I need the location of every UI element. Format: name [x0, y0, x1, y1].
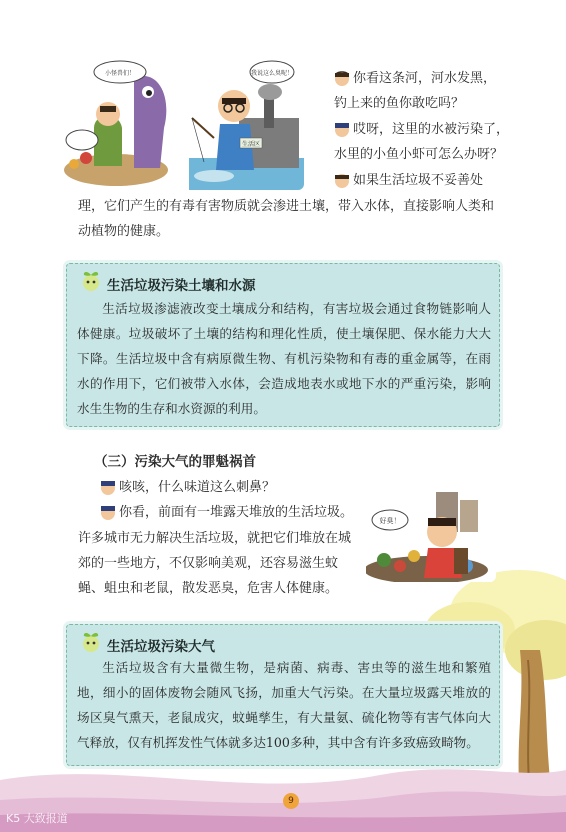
dialogue-line-4 — [334, 142, 503, 167]
section-heading: （三）污染大气的罪魁祸首 — [94, 454, 256, 470]
paragraph-mid: 许多城市无力解决生活垃圾，就把它们堆放在城郊的一些地方，不仅影响美观，还容易滋生蚊蝇、蛆虫和老鼠，散发恶臭，危害人体健康。 — [78, 531, 352, 596]
watermark: K5 大致报道 — [6, 812, 68, 825]
bubble-text: 好臭！ — [379, 517, 401, 525]
dialogue-text: 哎呀，这里的水被污染了， — [353, 122, 510, 137]
dialogue-text: 钓上来的鱼你敢吃吗？ — [334, 96, 465, 111]
boy-avatar-icon — [100, 479, 116, 495]
dialogue-line-mid-1 — [100, 475, 275, 500]
page-number: 9 — [283, 793, 299, 809]
info-box-title: 生活垃圾污染土壤和水源 — [107, 278, 256, 294]
dialogue-text: 如果生活垃圾不妥善处 — [353, 173, 484, 188]
bubble-right-text: 我说这么臭呢！ — [250, 70, 294, 77]
dialogue-line-2 — [334, 91, 464, 116]
sprout-icon — [79, 631, 103, 653]
dialogue-text: 你看这条河，河水发黑， — [353, 71, 497, 86]
dialogue-text: 咳咳，什么味道这么刺鼻？ — [119, 480, 276, 495]
dialogue-line-mid-2 — [100, 500, 353, 525]
girl-avatar-icon — [334, 172, 350, 188]
dialogue-text: 水里的小鱼小虾可怎么办呀？ — [334, 147, 504, 162]
sprout-icon — [79, 270, 103, 292]
dialogue-text: 你看，前面有一堆露天堆放的生活垃圾。 — [119, 505, 354, 520]
river-pollution-illustration — [64, 58, 304, 190]
info-box-body: 生活垃圾渗滤液改变土壤成分和结构，有害垃圾会通过食物链影响人体健康。垃圾破坏了土壤的结构和理化性质，使土壤保肥、保水能力大大下降。生活垃圾中含有病原微生物、有机污染物和有毒的重金属等，在雨水的作用下，它们被带入水体，会造成地表水或地下水的严重污染，影响水生生物的生存和水资源的利用。 — [77, 301, 491, 416]
boy-avatar-icon — [334, 121, 350, 137]
info-box-air — [66, 624, 500, 766]
bubble-left-text: 小怪兽们！ — [104, 70, 136, 77]
river-sign-text: 生活区 — [241, 141, 261, 148]
boy-avatar-icon — [100, 504, 116, 520]
info-box-body: 生活垃圾含有大量微生物，是病菌、病毒、害虫等的滋生地和繁殖地，细小的固体废物会随风飞扬，加重大气污染。在大量垃圾露天堆放的场区臭气熏天，老鼠成灾，蚊蝇孳生，有大量氨、硫化物等有害气体向大气释放，仅有机挥发性气体就多达100多种，其中含有许多致癌致畸物。 — [77, 660, 491, 750]
dialogue-line-3 — [334, 117, 509, 142]
info-box-title: 生活垃圾污染大气 — [107, 639, 215, 655]
dialogue-line-5 — [334, 168, 483, 193]
garbage-pile-illustration — [366, 490, 496, 582]
paragraph-top: 理，它们产生的有毒有害物质就会渗进土壤，带入水体，直接影响人类和动植物的健康。 — [78, 199, 495, 239]
girl-avatar-icon — [334, 70, 350, 86]
info-box-soil — [66, 263, 500, 427]
dialogue-line-1 — [334, 66, 496, 91]
